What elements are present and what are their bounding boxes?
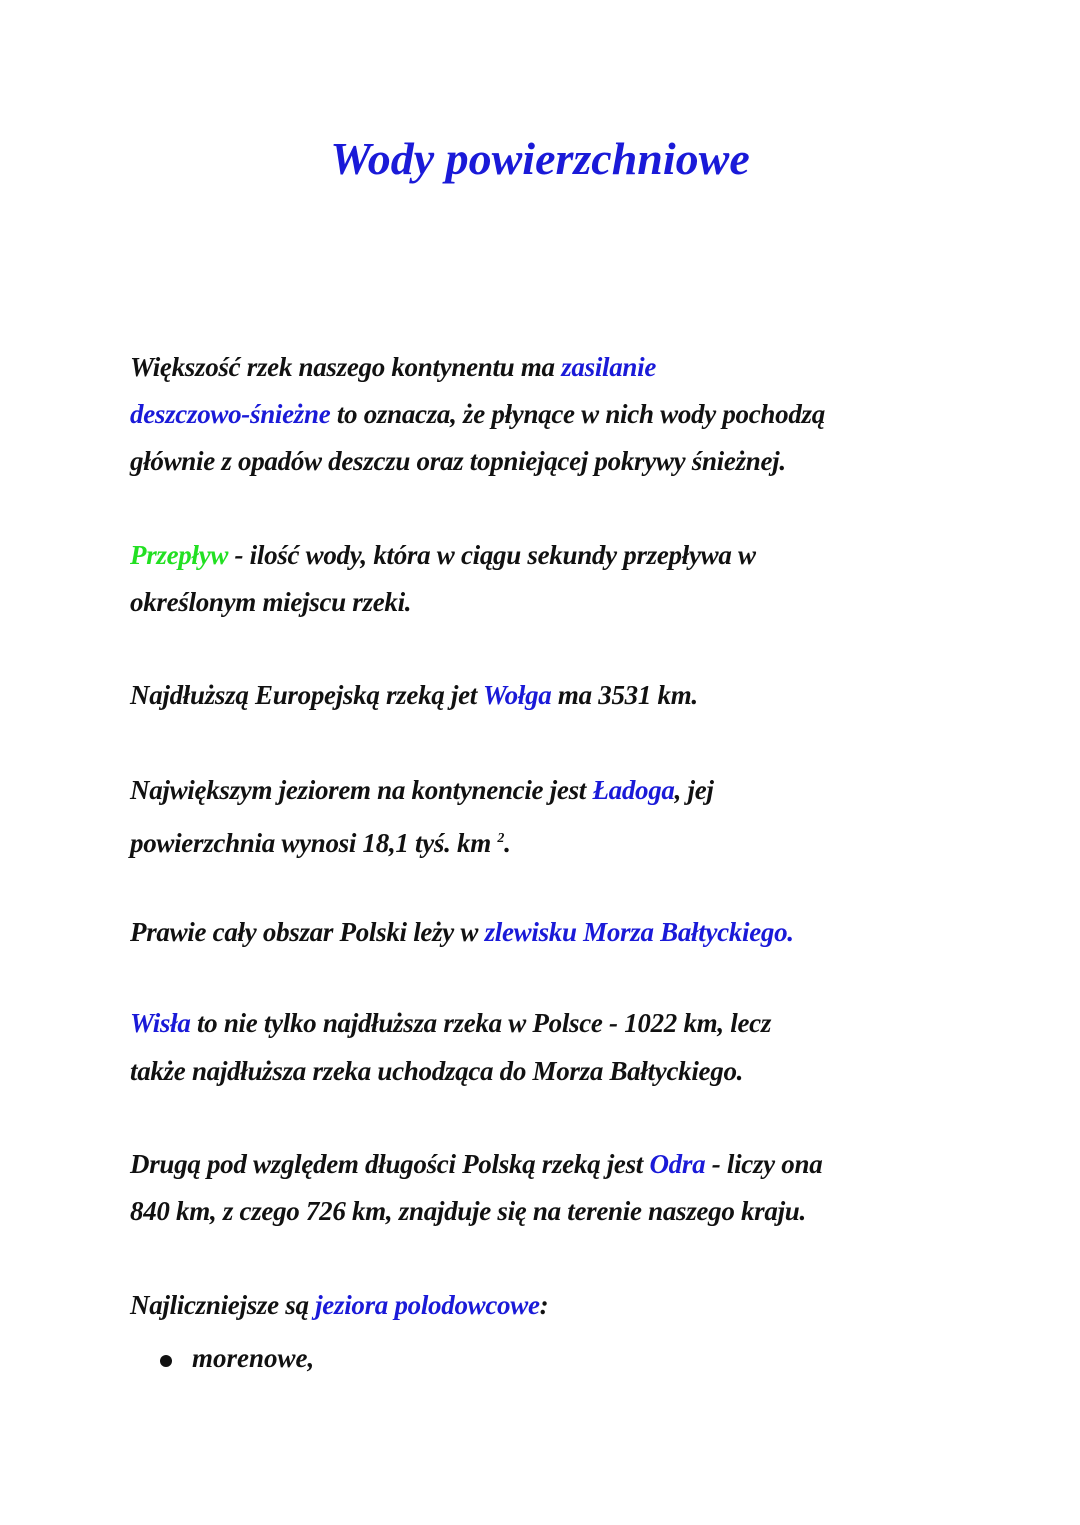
highlight: zlewisku Morza Bałtyckiego. [484, 917, 794, 947]
paragraph-line: 840 km, z czego 726 km, znajduje się na terenie naszego kraju. [130, 1196, 806, 1226]
highlight: Odra [649, 1149, 706, 1179]
text: , jej [674, 775, 714, 805]
paragraph-line [130, 1290, 548, 1321]
list-item [160, 1343, 314, 1374]
text: Drugą pod względem długości Polską rzeką jest [130, 1149, 650, 1179]
text: Prawie cały obszar Polski leży w [130, 917, 485, 947]
text: to oznacza, że płynące w nich wody pochodzą [330, 399, 825, 429]
page-title: Wody powierzchniowe [330, 133, 750, 184]
paragraph-line: także najdłuższa rzeka uchodząca do Morza Bałtyckiego. [130, 1056, 744, 1086]
paragraph-line [130, 775, 714, 806]
paragraph-line [130, 917, 794, 948]
paragraph-line: określonym miejscu rzeki. [130, 587, 412, 617]
text: Największym jeziorem na kontynencie jest [130, 775, 593, 805]
text: ma 3531 km. [551, 680, 698, 710]
highlight: Ładoga [592, 775, 675, 805]
text: . [504, 828, 511, 858]
paragraph-line [130, 1149, 822, 1180]
highlight: zasilanie [561, 352, 657, 382]
paragraph-line: głównie z opadów deszczu oraz topniejącej pokrywy śnieżnej. [130, 446, 786, 476]
highlight: jeziora polodowcowe [315, 1290, 540, 1320]
bullet-icon [160, 1355, 172, 1367]
text: Najdłuższą Europejską rzeką jet [130, 680, 483, 710]
paragraph-line [130, 1008, 771, 1039]
text: powierzchnia wynosi 18,1 tyś. km [130, 828, 498, 858]
text: : [539, 1290, 549, 1320]
highlight: Wołga [482, 680, 552, 710]
paragraph-line [130, 399, 825, 430]
paragraph-line [130, 680, 698, 711]
text: Większość rzek naszego kontynentu ma [130, 352, 562, 382]
highlight: deszczowo-śnieżne [130, 399, 331, 429]
text: - liczy ona [705, 1149, 823, 1179]
text: Najliczniejsze są [130, 1290, 316, 1320]
highlight: Wisła [130, 1008, 191, 1038]
superscript: 2 [497, 831, 505, 846]
text: to nie tylko najdłuższa rzeka w Polsce - 1022 km, lecz [190, 1008, 772, 1038]
paragraph-line [130, 540, 756, 571]
paragraph-line [130, 352, 656, 383]
paragraph-line [130, 828, 511, 859]
term-highlight: Przepływ [130, 540, 229, 570]
list-item-text: morenowe, [192, 1343, 315, 1373]
text: - ilość wody, która w ciągu sekundy przepływa w [228, 540, 756, 570]
